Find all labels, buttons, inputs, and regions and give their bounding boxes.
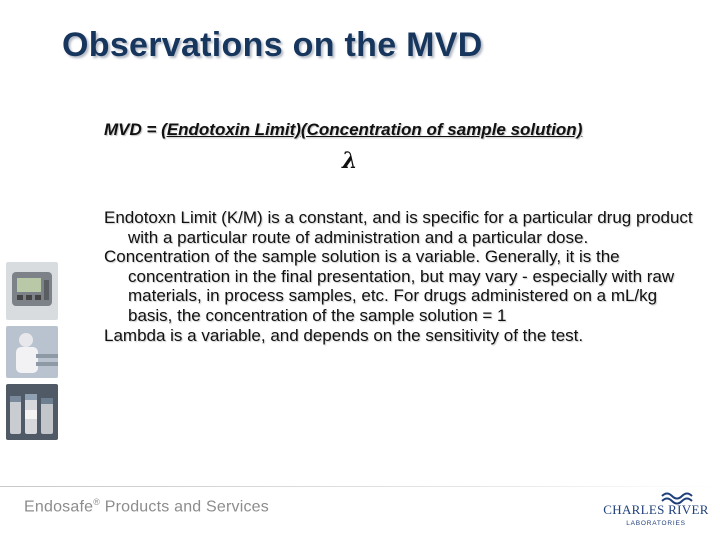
instrument-photo [6,262,58,320]
photo-strip [0,262,58,440]
formula-denominator-lambda: λ [342,148,358,174]
lab-worker-photo [6,326,58,378]
paragraph-lambda: Lambda is a variable, and depends on the sensitivity of the test. [104,325,584,345]
registered-mark: ® [93,497,101,507]
paragraph-concentration: Concentration of the sample solution is a variable. Generally, it is the concentration in the final presentation, but may vary - especially with raw materials, in process samples, etc. For drugs administered on a mL/kg basis, the concentration of the sample solution = 1 [104,247,675,325]
charles-river-logo [600,488,712,532]
formula-lhs: MVD = [104,120,162,139]
formula-numerator: (Endotoxin Limit)(Concentration of sample solution) [161,120,583,139]
mvd-formula [104,120,582,140]
body-text [104,208,694,345]
brand-tagline: Products and Services [100,498,269,516]
logo-text-top: CHARLES RIVER [603,502,709,517]
paragraph-endotoxin-limit: Endotoxn Limit (K/M) is a constant, and is specific for a particular drug product with a particular route of administration and a particular dose. [104,208,693,247]
vials-photo [6,384,58,440]
footer-brand [24,497,269,516]
brand-name: Endosafe [24,498,94,516]
logo-text-bottom: LABORATORIES [626,520,686,527]
slide-title: Observations on the MVD [62,26,483,64]
footer-divider [0,486,720,487]
